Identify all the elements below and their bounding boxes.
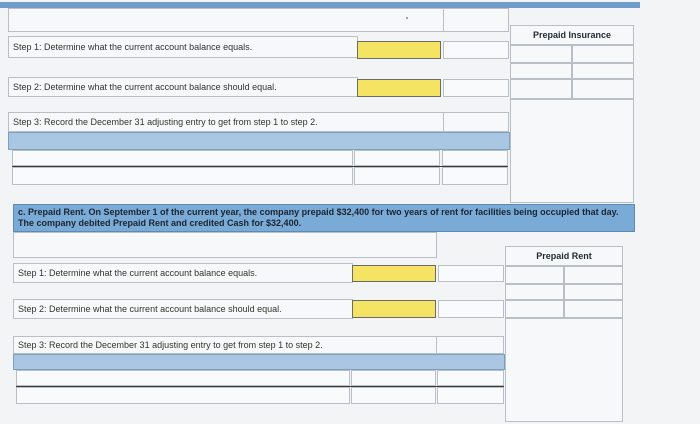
rent-step2-label: Step 2: Determine what the current account balance should equal.: [13, 299, 353, 319]
journal-debit-input-2[interactable]: [354, 167, 440, 185]
t-account-insurance-right-2: [572, 63, 634, 79]
t-account-insurance-left-1: [510, 45, 572, 63]
t-account-rent-left-3: [505, 300, 564, 318]
t-account-rent-body: [505, 318, 623, 422]
top-mid-cell: [443, 8, 509, 32]
journal-credit-input-2[interactable]: [442, 167, 508, 185]
step3-label: Step 3: Record the December 31 adjusting entry to get from step 1 to step 2.: [8, 112, 444, 132]
t-account-insurance-right-1: [572, 45, 634, 63]
rent-step2-yellow-input[interactable]: [352, 300, 436, 318]
step3-value-cell: [443, 112, 509, 132]
rent-journal-account-input-1[interactable]: [16, 370, 350, 386]
t-account-title-rent: Prepaid Rent: [505, 246, 623, 266]
section-c-spacer: [13, 232, 437, 258]
step2-value-input[interactable]: [443, 79, 509, 97]
t-account-insurance-left-3: [510, 79, 572, 99]
prepaid-rent-description: c. Prepaid Rent. On September 1 of the current year, the company prepaid $32,400 for two years of rent for facilities being occupied that day. The company debited Prepaid Rent and credited Cash for $32,400.: [13, 204, 635, 232]
rent-step1-value-input[interactable]: [438, 265, 504, 282]
rent-journal-debit-input-1[interactable]: [351, 370, 436, 386]
t-account-title-insurance: Prepaid Insurance: [510, 25, 634, 45]
rent-journal-header-row: [13, 354, 505, 370]
journal-header-row: [8, 132, 510, 150]
rent-step1-yellow-input[interactable]: [352, 265, 436, 282]
rent-journal-debit-input-2[interactable]: [351, 387, 436, 404]
step1-label: Step 1: Determine what the current account balance equals.: [8, 36, 358, 58]
t-account-rent-right-1: [564, 266, 623, 284]
marker-dot: [406, 17, 408, 19]
journal-account-input-1[interactable]: [12, 150, 353, 166]
step2-yellow-input[interactable]: [357, 79, 441, 97]
t-account-insurance-right-3: [572, 79, 634, 99]
rent-step1-label: Step 1: Determine what the current account balance equals.: [13, 263, 353, 283]
top-left-cell: [8, 8, 444, 32]
rent-journal-account-input-2[interactable]: [16, 387, 350, 404]
rent-step3-value-cell: [436, 336, 504, 354]
t-account-rent-left-2: [505, 284, 564, 300]
step1-yellow-input[interactable]: [357, 41, 441, 59]
rent-journal-credit-input-1[interactable]: [437, 370, 504, 386]
t-account-rent-right-3: [564, 300, 623, 318]
rent-step2-value-input[interactable]: [438, 300, 504, 318]
step1-value-input[interactable]: [443, 41, 509, 59]
rent-journal-credit-input-2[interactable]: [437, 387, 504, 404]
journal-account-input-2[interactable]: [12, 167, 353, 185]
rent-step3-label: Step 3: Record the December 31 adjusting entry to get from step 1 to step 2.: [13, 336, 437, 354]
step2-label: Step 2: Determine what the current account balance should equal.: [8, 77, 358, 97]
t-account-rent-left-1: [505, 266, 564, 284]
t-account-rent-right-2: [564, 284, 623, 300]
journal-debit-input-1[interactable]: [354, 150, 440, 166]
t-account-insurance-left-2: [510, 63, 572, 79]
journal-credit-input-1[interactable]: [442, 150, 508, 166]
t-account-insurance-body: [510, 99, 634, 203]
